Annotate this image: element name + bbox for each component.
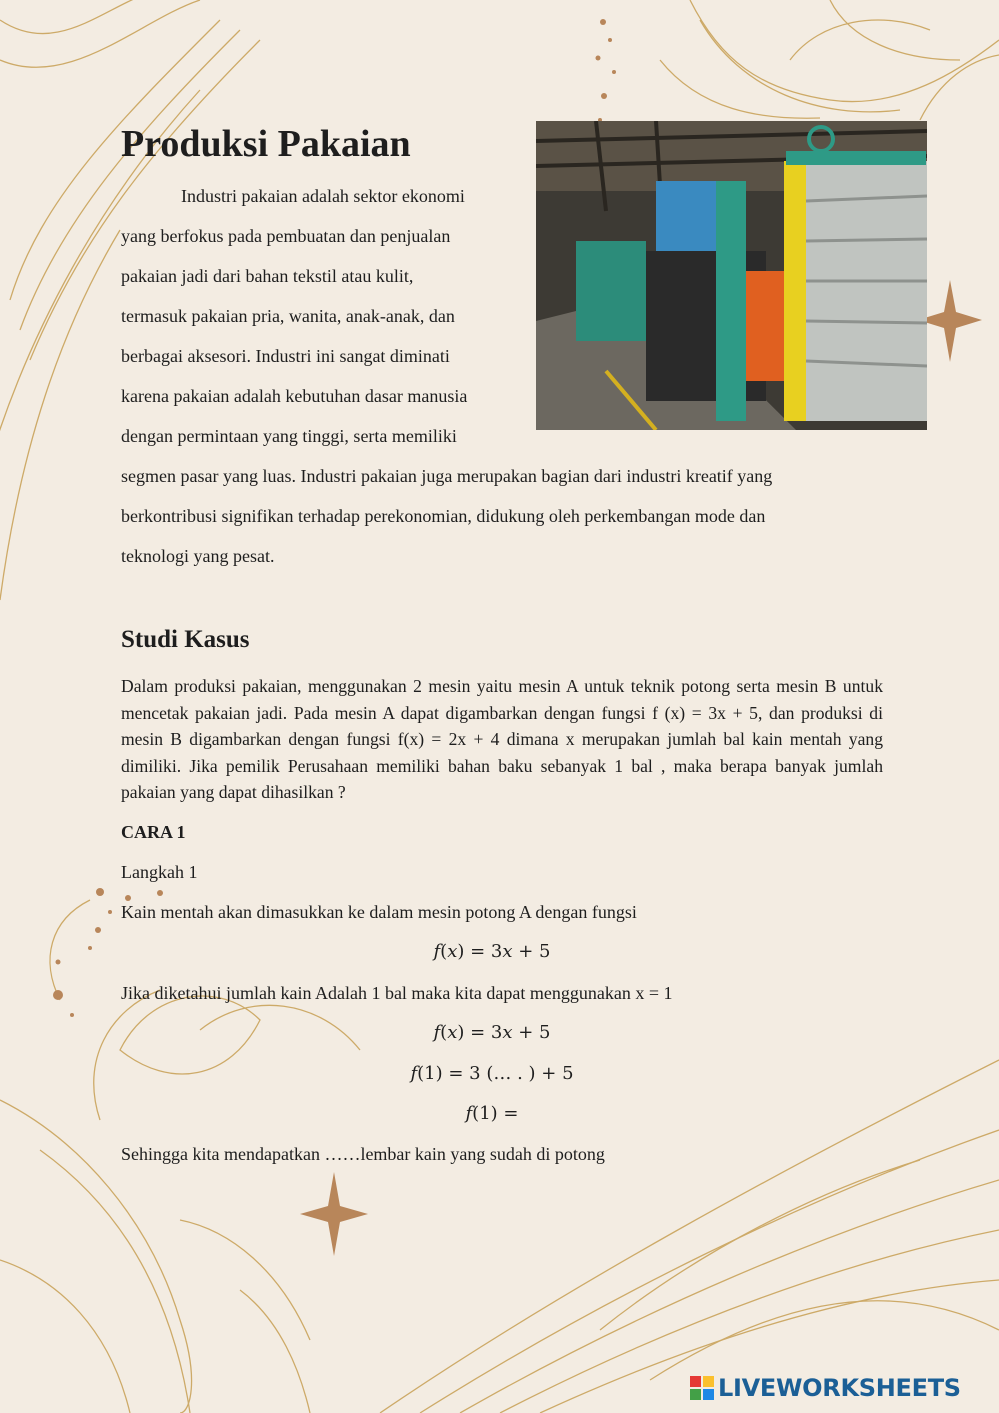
intro-line: berbagai aksesori. Industri ini sangat diminati [121, 346, 450, 366]
sparkle-icon [300, 1172, 368, 1256]
intro-line: Industri pakaian adalah sektor ekonomi [181, 186, 465, 206]
intro-line: segmen pasar yang luas. Industri pakaian juga merupakan bagian dari industri kreatif yang [121, 466, 773, 486]
sparkle-icon [918, 280, 982, 362]
formula-substitution: 𝑓(1) = 3 (… . ) + 5 [410, 1063, 574, 1084]
intro-line: pakaian jadi dari bahan tekstil atau kulit, [121, 266, 414, 286]
instruction-line: Jika diketahui jumlah kain Adalah 1 bal maka kita dapat menggunakan x = 1 [121, 983, 673, 1003]
intro-paragraph [121, 176, 516, 456]
method-heading: CARA 1 [121, 822, 186, 842]
intro-line: yang berfokus pada pembuatan dan penjualan [121, 226, 451, 246]
step-label: Langkah 1 [121, 862, 198, 882]
formula-machine-a: 𝑓(𝑥) = 3𝑥 + 5 [433, 1022, 551, 1043]
case-study-text: Dalam produksi pakaian, menggunakan 2 mesin yaitu mesin A untuk teknik potong serta mesin B untuk mencetak pakaian jadi. Pada mesin A dapat digambarkan dengan fungsi f (x) = 3x + 5, dan produksi di mesin B digambarkan dengan fungsi f(x) = 2x + 4 dimana x merupakan jumlah bal kain mentah yang dimiliki. Jika pemilik Perusahaan memiliki bahan baku sebanyak 1 bal , maka berapa banyak jumlah pakaian yang dapat dihasilkan ? [121, 676, 883, 803]
page-title: Produksi Pakaian [121, 123, 411, 165]
intro-continuation [121, 456, 881, 576]
intro-line: teknologi yang pesat. [121, 546, 275, 566]
instruction-line: Kain mentah akan dimasukkan ke dalam mesin potong A dengan fungsi [121, 902, 637, 922]
intro-line: karena pakaian adalah kebutuhan dasar manusia [121, 386, 468, 406]
intro-line: termasuk pakaian pria, wanita, anak-anak, dan [121, 306, 455, 326]
textile-factory-photo [536, 121, 927, 430]
liveworksheets-icon [690, 1376, 714, 1400]
intro-line: berkontribusi signifikan terhadap perekonomian, didukung oleh perkembangan mode dan [121, 506, 766, 526]
logo-text: LIVEWORKSHEETS [718, 1374, 961, 1402]
liveworksheets-logo [690, 1372, 990, 1404]
intro-line: dengan permintaan yang tinggi, serta memiliki [121, 426, 457, 446]
formula-machine-a: 𝑓(𝑥) = 3𝑥 + 5 [433, 941, 551, 962]
formula-result: 𝑓(1) = [465, 1103, 519, 1124]
conclusion-line: Sehingga kita mendapatkan ……lembar kain yang sudah di potong [121, 1144, 605, 1164]
case-study-heading: Studi Kasus [121, 626, 250, 653]
